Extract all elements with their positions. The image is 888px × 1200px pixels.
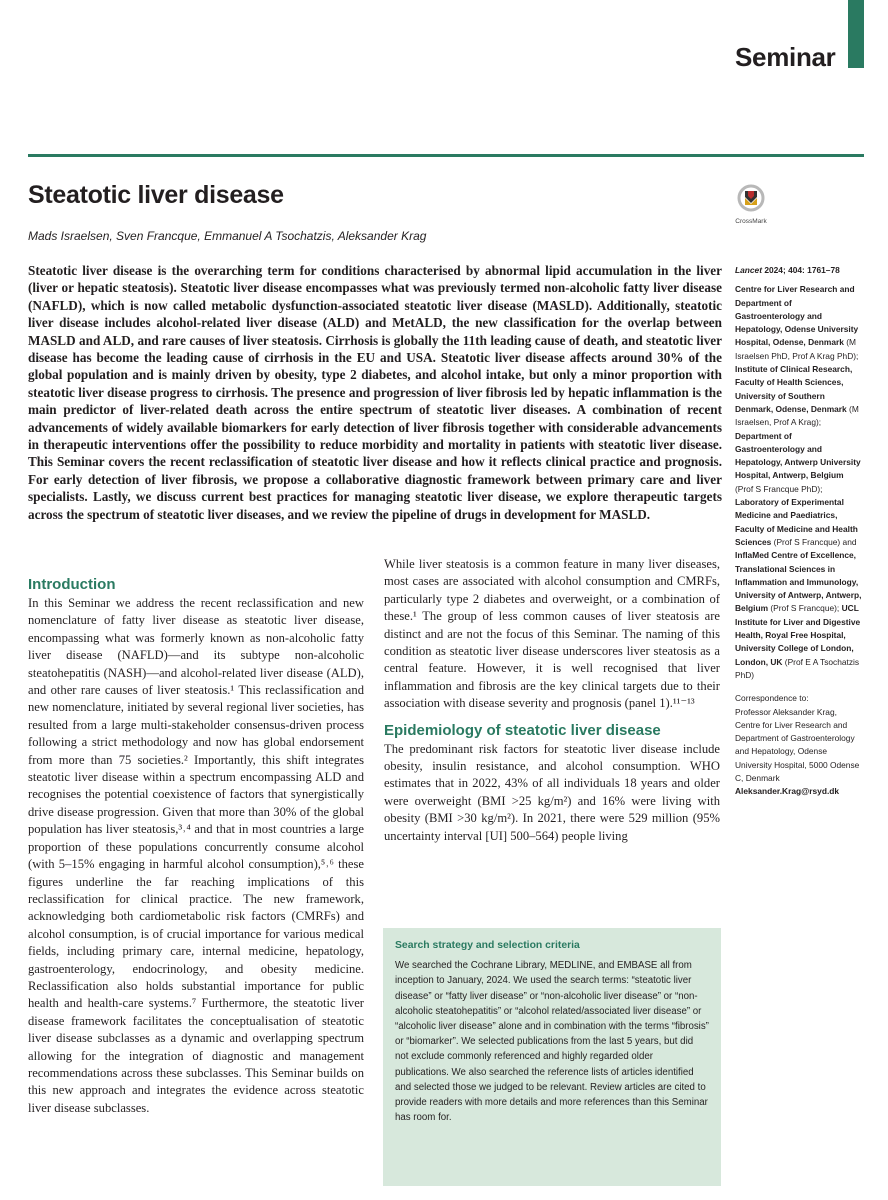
affiliation-authors: (M Israelsen PhD, Prof A Krag PhD); [735, 337, 859, 361]
correspondence-address: Professor Aleksander Krag, Centre for Liver Research and Department of Gastroenterology and Hepatology, Odense University Hospital, 5000 Odense C, Denmark [735, 706, 860, 783]
author-list: Mads Israelsen, Sven Francque, Emmanuel A Tsochatzis, Aleksander Krag [28, 229, 427, 243]
steatosis-paragraph: While liver steatosis is a common feature in many liver diseases, most cases are associated with alcohol consumption and CMRFs, particularly type 2 diabetes and overweight, or a combination of these.¹ The group of less common causes of liver steatosis are distinct and are not the focus of this Seminar. The naming of this condition as steatotic liver disease underscores liver steatosis as a central feature. However, it is well recognised that liver inflammation and fibrosis are the key clinical targets due to their association with disease severity and prognosis (panel 1).¹¹⁻¹³ [384, 557, 720, 711]
affiliation-name: Institute of Clinical Research, Faculty of Health Sciences, University of Southern Denmark, Odense, Denmark [735, 364, 853, 414]
correspondence-email[interactable]: Aleksander.Krag@rsyd.dk [735, 786, 840, 797]
panel-title: Search strategy and selection criteria [395, 940, 580, 951]
affiliation-name: Centre for Liver Research and Department of Gastroenterology and Hepatology, Odense University Hospital, Odense, Denmark [735, 284, 859, 348]
crossmark-label: CrossMark [735, 218, 767, 225]
epidemiology-heading: Epidemiology of steatotic liver disease [384, 721, 661, 739]
citation-journal: Lancet [735, 265, 762, 275]
crossmark-icon [734, 184, 768, 214]
sidebar [735, 264, 863, 799]
affiliation-authors: (Prof E A Tsochatzis PhD) [735, 656, 860, 680]
citation-details: 2024; 404: 1761–78 [762, 265, 840, 275]
introduction-heading: Introduction [28, 576, 116, 593]
abstract: Steatotic liver disease is the overarching term for conditions characterised by abnormal lipid accumulation in the liver (liver or hepatic steatosis). Steatotic liver disease encompasses what was previously termed non-alcoholic fatty liver disease (NAFLD), which is now called metabolic dysfunction-associated steatotic liver disease (MASLD). Additionally, steatotic liver disease includes alcohol-related liver disease (ALD) and MetALD, the new classification for the overlap between MASLD and ALD, and rare causes of liver steatosis. Cirrhosis is globally the 11th leading cause of death, and steatotic liver disease has become the leading cause of cirrhosis in the EU and USA. Steatotic liver disease affects around 30% of the global population and is mainly driven by obesity, type 2 diabetes, and alcohol intake, but only a minor proportion with steatotic liver disease progress to cirrhosis. The presence and progression of liver fibrosis led by hepatic inflammation is the main predictor of liver-related death across the entire spectrum of steatotic liver diseases. A combination of recent advancements of widely available biomarkers for early detection of liver fibrosis together with considerable advancements in therapeutic interventions offer the possibility to reduce morbidity and mortality in patients with steatotic liver disease. This Seminar covers the recent reclassification of steatotic liver disease and how it reflects clinical practice and prognosis. For early detection of liver fibrosis, we propose a collaborative diagnostic framework between primary care and liver specialists. Lastly, we discuss current best practices for managing steatotic liver disease, we explore therapeutic targets across the spectrum of steatotic liver diseases, and we review the pipeline of drugs in development for MASLD. [28, 263, 722, 522]
affiliation-name: InflaMed Centre of Excellence, Translational Sciences in Inflammation and Immunology, University of Antwerp, Antwerp, Belgium [735, 550, 862, 614]
affiliation-authors: (Prof S Francque PhD); [735, 483, 823, 494]
introduction-text: In this Seminar we address the recent reclassification and new nomenclature of fatty liver disease as steatotic liver disease, encompassing what was formerly known as non-alcoholic fatty liver disease (NAFLD)—and its subtype non-alcoholic steatohepatitis (NASH)—and alcohol-related liver disease (ALD), and other rare causes of liver steatosis.¹ This reclassification and new nomenclature, initiated by several regional liver societies, has resulted from a large multi-stakeholder consensus-driven process following a strict methodology and now has global endorsement from more than 75 societies.² Importantly, this shift integrates steatotic liver disease within a spectrum encompassing ALD and recognises the potential coexistence of factors that synergistically drive disease progression. Given that more than 30% of the global population has liver steatosis,³˒⁴ and that in most countries a large proportion of these populations concurrently consume alcohol (with 5–15% engaging in harmful alcohol consumption),⁵˒⁶ these figures underline the far reaching implications of this reclassification for clinical practice. The new framework, acknowledging both cardiometabolic risk factors (CMRFs) and alcohol consumption, is of crucial importance for various medical fields, including primary care, internal medicine, hepatology, gastroenterology, endocrinology, and obesity medicine. Reclassification also holds substantial importance for public health and health-care systems.⁷ Furthermore, the steatotic liver disease framework facilitates the conceptualisation of steatotic liver disease subclasses as a dynamic and overlapping spectrum allowing for the integration of diagnostic and management recommendations across these subclasses. This Seminar builds on this new approach and integrates the evidence across steatotic liver disease subclasses. [28, 596, 364, 1115]
left-column [28, 575, 364, 1117]
header-rule [28, 154, 864, 157]
affiliation-name: Department of Gastroenterology and Hepatology, Antwerp University Hospital, Antwerp, Belgium [735, 430, 861, 481]
affiliations [735, 283, 863, 682]
crossmark-badge[interactable] [733, 184, 769, 225]
epidemiology-text: The predominant risk factors for steatotic liver disease include obesity, insulin resistance, and alcohol consumption. WHO estimates that in 2022, 43% of all individuals 18 years and older were overweight (BMI >25 kg/m²) and 16% were living with obesity (BMI >30 kg/m²). In 2021, there were 529 million (95% uncertainty interval [UI] 500–564) people living [384, 741, 720, 843]
article-title: Steatotic liver disease [28, 181, 284, 209]
affiliation-name: UCL Institute for Liver and Digestive Health, Royal Free Hospital, University College of London, London, UK [735, 603, 861, 667]
citation[interactable] [735, 264, 863, 277]
panel-text: We searched the Cochrane Library, MEDLINE, and EMBASE all from inception to January, 2024. We used the search terms: “steatotic liver disease” or “fatty liver disease” or “non-alcoholic liver disease” or “non-alcoholic steatohepatitis” or “alcohol related/associated liver disease” or “alcoholic liver disease” alone and in combination with the terms “fibrosis” or “biomarker”. We selected publications from the last 5 years, but did not exclude commonly referenced and highly regarded older publications. We also searched the reference lists of articles identified and selected those we judged to be relevant. Review articles are cited to provide readers with more details and more references than this Seminar has room for. [395, 960, 709, 1124]
correspondence [735, 692, 863, 798]
right-column [384, 556, 720, 845]
affiliation-authors: (Prof S Francque) and [771, 536, 857, 547]
section-color-tab [848, 0, 864, 68]
affiliation-authors: (M Israelsen, Prof A Krag); [735, 403, 859, 428]
section-label: Seminar [735, 42, 836, 72]
affiliation-authors: (Prof S Francque); [768, 603, 842, 614]
affiliation-name: Laboratory of Experimental Medicine and Paediatrics, Faculty of Medicine and Health Sciences [735, 497, 858, 547]
correspondence-label: Correspondence to: [735, 693, 809, 704]
search-strategy-panel [383, 928, 721, 1186]
